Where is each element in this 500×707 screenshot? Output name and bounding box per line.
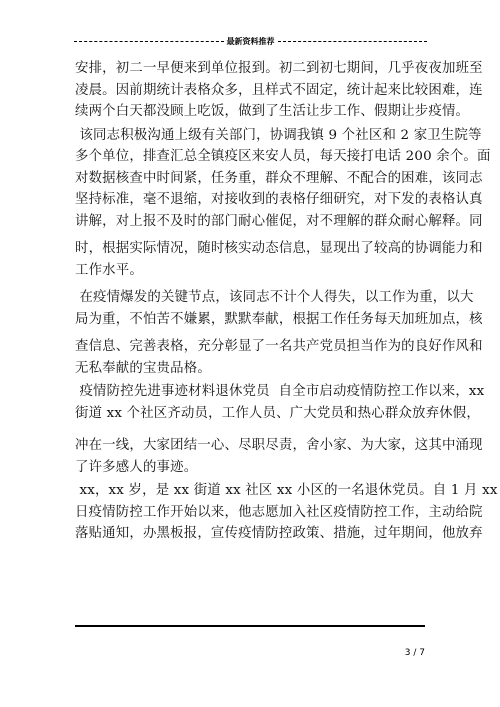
footer-rule: [75, 625, 425, 627]
paragraph-6: [75, 381, 485, 424]
page-number: 3 / 7: [404, 648, 425, 658]
text-line: 在疫情爆发的关键节点，该同志不计个人得失，以工作为重，以大: [75, 290, 474, 305]
paragraph-8: [75, 480, 498, 545]
paragraph-2: [75, 125, 491, 233]
text-line: 时，根据实际情况，随时核实动态信息，显现出了较高的协调能力和: [75, 241, 483, 256]
paragraph-3: [75, 238, 483, 281]
header-dash-left: [74, 41, 224, 42]
text-line: 坚持标准，毫不退缩，对接收到的表格仔细研究，对下发的表格认真: [75, 192, 483, 207]
text-line: 街道 xx 个社区齐动员，工作人员、广大党员和热心群众放弃休假，: [75, 405, 480, 421]
header-dash-right: [278, 41, 428, 42]
text-line: xx，xx 岁，是 xx 街道 xx 社区 xx 小区的一名退休党员。自 1 月 xx: [75, 483, 498, 498]
paragraph-1: [75, 58, 483, 123]
text-line: 该同志积极沟通上级有关部门，协调我镇 9 个社区和 2 家卫生院等: [75, 127, 482, 143]
text-line: 疫情防控先进事迹材料退休党员 自全市启动疫情防控工作以来，xx: [75, 384, 485, 399]
text-line: 安排，初二一早便来到单位报到。初二到初七期间，几乎夜夜加班至: [75, 61, 483, 76]
text-line: 查信息、完善表格，充分彰显了一名共产党员担当作为的良好作风和: [75, 339, 483, 354]
text-line: 落贴通知，办黑板报，宣传疫情防控政策、措施，过年期间，他放弃: [75, 526, 483, 541]
text-line: 凌晨。因前期统计表格众多，且样式不固定，统计起来比较困难，连: [75, 82, 483, 98]
text-line: 讲解，对上报不及时的部门耐心催促，对不理解的群众耐心解释。同: [75, 213, 483, 229]
header-title: 最新资料推荐: [226, 37, 275, 46]
document-body: [75, 58, 498, 545]
page-header: [74, 36, 427, 47]
text-line: 工作水平。: [75, 262, 143, 278]
paragraph-7: [75, 435, 483, 478]
text-line: 多个单位，排查汇总全镇疫区来安人员，每天接打电话 200 余个。面: [75, 149, 491, 164]
text-line: 局为重，不怕苦不嫌累，默默奉献，根据工作任务每天加班加点，核: [75, 311, 483, 327]
text-line: 冲在一线，大家团结一心、尽职尽责，舍小家、为大家，这其中涌现: [75, 438, 483, 453]
text-line: 无私奉献的宝贵品格。: [75, 360, 211, 376]
text-line: 续两个白天都没顾上吃饭，做到了生活让步工作、假期让步疫情。: [75, 104, 470, 119]
paragraph-4: [75, 287, 483, 330]
text-line: 对数据核查中时间紧，任务重，群众不理解、不配合的困难，该同志: [75, 170, 483, 186]
text-line: 日疫情防控工作开始以来，他志愿加入社区疫情防控工作，主动给院: [75, 504, 483, 520]
text-line: 了许多感人的事迹。: [75, 459, 198, 475]
paragraph-5: [75, 336, 483, 379]
